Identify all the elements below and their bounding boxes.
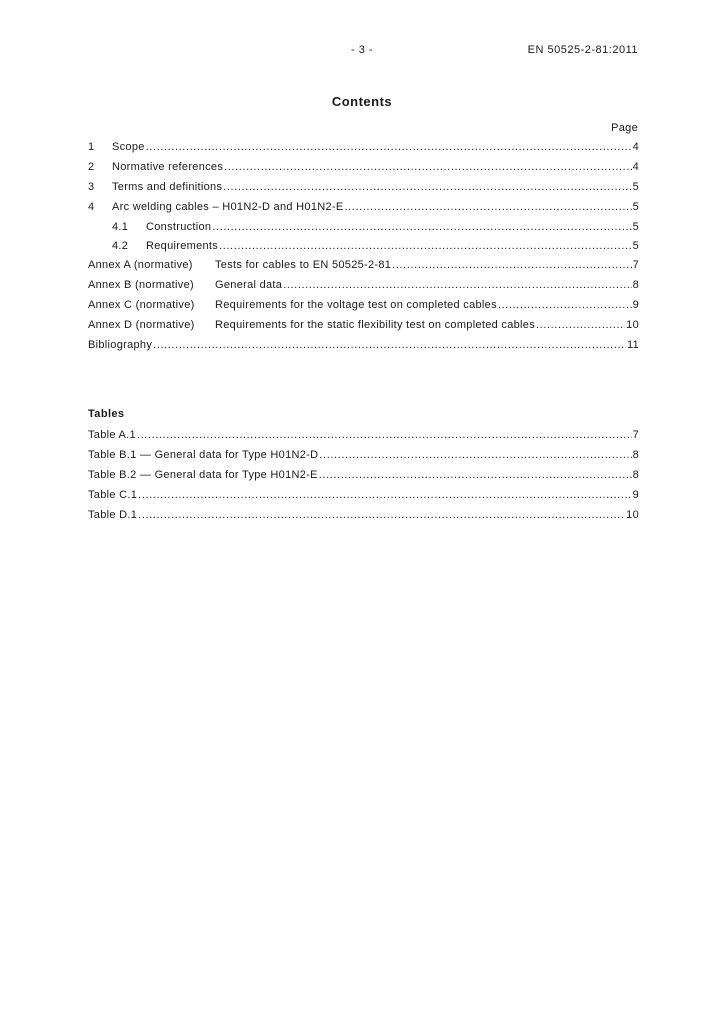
toc-entry-title: Terms and definitions <box>112 181 223 193</box>
toc-entry-title: Construction <box>146 221 212 233</box>
page-column-label: Page <box>611 122 638 134</box>
dot-leader <box>153 338 626 352</box>
dot-leader <box>283 278 631 292</box>
toc-entry-title: Tests for cables to EN 50525-2-81 <box>215 259 392 271</box>
table-entry-page: 10 <box>626 509 639 521</box>
dot-leader <box>319 448 631 462</box>
toc-entry-page: 10 <box>626 319 639 331</box>
toc-entry-annex-d[interactable] <box>88 318 639 332</box>
dot-leader <box>536 318 625 332</box>
annex-label: Annex D (normative) <box>88 319 195 331</box>
toc-entry-number: 1 <box>88 141 95 153</box>
toc-entry-terms-and-definitions[interactable] <box>88 180 639 194</box>
dot-leader <box>319 468 632 482</box>
table-entry-c1[interactable] <box>88 488 639 502</box>
table-entry-title: Table D.1 <box>88 509 138 521</box>
toc-entry-arc-welding-cables[interactable] <box>88 200 639 214</box>
dot-leader <box>138 488 631 502</box>
toc-entry-scope[interactable] <box>88 140 639 154</box>
dot-leader <box>345 200 632 214</box>
toc-entry-number: 3 <box>88 181 95 193</box>
toc-entry-title: Normative references <box>112 161 224 173</box>
toc-entry-page: 5 <box>632 201 639 213</box>
table-entry-page: 7 <box>632 429 639 441</box>
dot-leader <box>219 239 632 253</box>
toc-entry-page: 5 <box>632 240 639 252</box>
toc-entry-annex-b[interactable] <box>88 278 639 292</box>
page-number: - 3 - <box>350 44 374 56</box>
table-entry-page: 9 <box>632 489 639 501</box>
toc-entry-title: Requirements for the static flexibility test on completed cables <box>215 319 536 331</box>
toc-entry-title: Scope <box>112 141 145 153</box>
table-entry-b1[interactable] <box>88 448 639 462</box>
toc-entry-normative-references[interactable] <box>88 160 639 174</box>
annex-label: Annex B (normative) <box>88 279 194 291</box>
toc-entry-title: Bibliography <box>88 339 153 351</box>
toc-entry-page: 5 <box>632 221 639 233</box>
table-entry-b2[interactable] <box>88 468 639 482</box>
toc-entry-number: 2 <box>88 161 95 173</box>
toc-entry-annex-a[interactable] <box>88 258 639 272</box>
toc-entry-page: 4 <box>632 141 639 153</box>
toc-entry-requirements[interactable] <box>88 239 639 253</box>
table-entry-d1[interactable] <box>88 508 639 522</box>
tables-heading: Tables <box>88 408 125 420</box>
dot-leader <box>212 220 631 234</box>
toc-entry-page: 11 <box>626 339 639 351</box>
dot-leader <box>498 298 632 312</box>
toc-entry-page: 9 <box>632 299 639 311</box>
table-entry-page: 8 <box>632 449 639 461</box>
toc-entry-annex-c[interactable] <box>88 298 639 312</box>
toc-entry-title: Requirements for the voltage test on completed cables <box>215 299 497 311</box>
table-entry-title: Table A.1 <box>88 429 136 441</box>
table-entry-title: Table C.1 <box>88 489 138 501</box>
dot-leader <box>137 428 632 442</box>
toc-entry-construction[interactable] <box>88 220 639 234</box>
annex-label: Annex A (normative) <box>88 259 193 271</box>
table-entry-title: Table B.2 — General data for Type H01N2-E <box>88 469 318 481</box>
toc-entry-number: 4.2 <box>112 240 129 252</box>
table-entry-a1[interactable] <box>88 428 639 442</box>
dot-leader <box>223 180 631 194</box>
toc-entry-page: 7 <box>632 259 639 271</box>
contents-title: Contents <box>331 94 393 109</box>
toc-entry-number: 4.1 <box>112 221 129 233</box>
toc-entry-bibliography[interactable] <box>88 338 639 352</box>
dot-leader <box>224 160 631 174</box>
dot-leader <box>146 140 632 154</box>
annex-label: Annex C (normative) <box>88 299 195 311</box>
toc-entry-page: 5 <box>632 181 639 193</box>
table-entry-page: 8 <box>632 469 639 481</box>
toc-entry-title: Arc welding cables – H01N2-D and H01N2-E <box>112 201 344 213</box>
dot-leader <box>138 508 625 522</box>
toc-entry-page: 4 <box>632 161 639 173</box>
table-entry-title: Table B.1 — General data for Type H01N2-D <box>88 449 319 461</box>
toc-entry-number: 4 <box>88 201 95 213</box>
toc-entry-title: Requirements <box>146 240 219 252</box>
toc-entry-title: General data <box>215 279 283 291</box>
dot-leader <box>392 258 631 272</box>
document-id: EN 50525-2-81:2011 <box>527 44 638 56</box>
toc-entry-page: 8 <box>632 279 639 291</box>
